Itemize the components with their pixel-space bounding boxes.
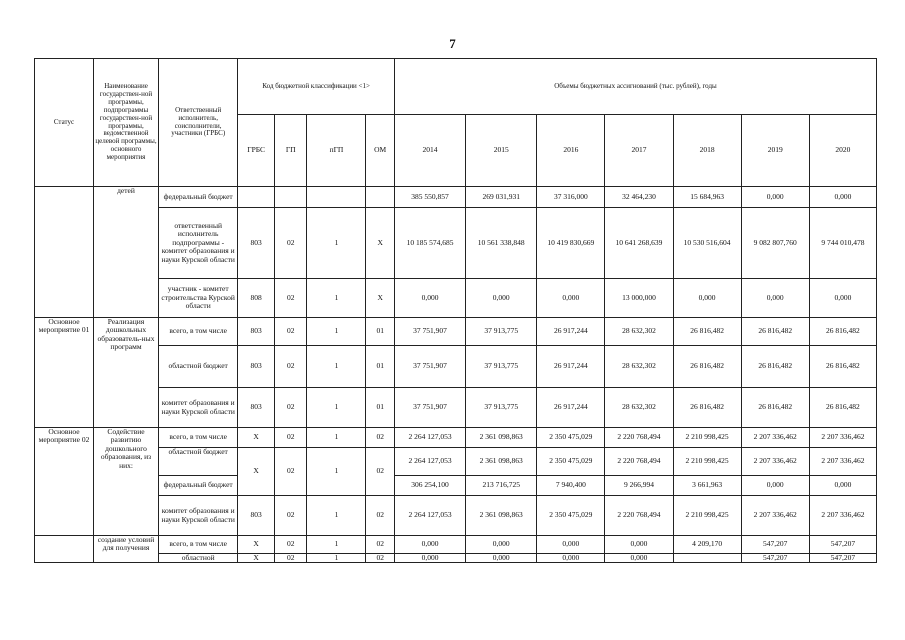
value-cell: 2 264 127,053 [394,448,465,476]
value-cell: 547,207 [809,554,876,563]
table-row [35,448,877,476]
header-year: 2019 [741,115,809,187]
value-cell: 28 632,302 [605,346,673,388]
value-cell: 547,207 [741,536,809,554]
executor-cell: комитет образования и науки Курской области [159,388,238,428]
value-cell: 2 361 098,863 [466,428,537,448]
pgp-cell: 1 [307,346,366,388]
value-cell: 26 816,482 [741,318,809,346]
grbs-cell [238,187,275,208]
budget-table [34,58,877,563]
pgp-cell: 1 [307,318,366,346]
value-cell: 2 350 475,029 [537,448,605,476]
status-cell: Основное мероприятие 01 [35,318,94,428]
gp-cell: 02 [274,536,307,554]
value-cell: 2 207 336,462 [741,428,809,448]
om-cell [366,187,395,208]
value-cell: 0,000 [394,279,465,318]
executor-cell: участник - комитет строительства Курской области [159,279,238,318]
status-cell [35,187,94,318]
executor-cell: областной бюджет [159,346,238,388]
name-cell: Содействие развитию дошкольного образования, из них: [93,428,158,536]
value-cell: 37 751,907 [394,346,465,388]
pgp-cell: 1 [307,208,366,279]
pgp-cell [307,187,366,208]
executor-cell: всего, в том числе [159,428,238,448]
header-code-group: Код бюджетной классификации <1> [238,59,395,115]
table-row [35,388,877,428]
grbs-cell: 803 [238,346,275,388]
executor-cell: ответственный исполнитель подпрограммы - комитет образования и науки Курской области [159,208,238,279]
table-row [35,318,877,346]
value-cell: 32 464,230 [605,187,673,208]
gp-cell: 02 [274,318,307,346]
table-row [35,346,877,388]
om-cell: Х [366,279,395,318]
value-cell: 2 220 768,494 [605,448,673,476]
gp-cell: 02 [274,279,307,318]
status-cell: Основное мероприятие 02 [35,428,94,536]
gp-cell: 02 [274,554,307,563]
value-cell: 37 913,775 [466,388,537,428]
grbs-cell: Х [238,554,275,563]
value-cell: 26 816,482 [741,346,809,388]
value-cell: 13 000,000 [605,279,673,318]
table-row [35,208,877,279]
pgp-cell: 1 [307,554,366,563]
page-number: 7 [449,36,456,51]
pgp-cell: 1 [307,428,366,448]
value-cell: 10 561 338,848 [466,208,537,279]
value-cell: 4 209,170 [673,536,741,554]
value-cell [673,554,741,563]
value-cell: 2 207 336,462 [809,448,876,476]
header-year: 2015 [466,115,537,187]
header-executor: Ответственный исполнитель, соисполнители, участники (ГРБС) [159,59,238,187]
value-cell: 26 917,244 [537,346,605,388]
value-cell: 0,000 [537,554,605,563]
value-cell: 10 185 574,685 [394,208,465,279]
name-cell: создание условий для получения [93,536,158,563]
grbs-cell: Х [238,428,275,448]
gp-cell: 02 [274,428,307,448]
value-cell: 2 207 336,462 [809,496,876,536]
value-cell: 28 632,302 [605,318,673,346]
value-cell: 9 082 807,760 [741,208,809,279]
header-name: Наименование государствен-ной программы, подпрограммы государствен-ной программы, ведомственной целевой программы, основного мероприятия [93,59,158,187]
value-cell: 0,000 [605,536,673,554]
header-row-1 [35,59,877,115]
executor-cell: комитет образования и науки Курской области [159,496,238,536]
value-cell: 2 264 127,053 [394,496,465,536]
value-cell: 2 361 098,863 [466,448,537,476]
om-cell: 02 [366,496,395,536]
value-cell: 2 220 768,494 [605,428,673,448]
header-year: 2018 [673,115,741,187]
value-cell: 2 207 336,462 [741,448,809,476]
name-cell: Реализация дошкольных образователь-ных программ [93,318,158,428]
value-cell: 28 632,302 [605,388,673,428]
value-cell: 0,000 [673,279,741,318]
pgp-cell: 1 [307,279,366,318]
value-cell: 26 816,482 [809,388,876,428]
value-cell: 10 419 830,669 [537,208,605,279]
executor-cell: областной бюджет [159,448,238,476]
value-cell: 0,000 [466,554,537,563]
header-volumes-group: Объемы бюджетных ассигнований (тыс. рублей), годы [394,59,876,115]
value-cell: 2 350 475,029 [537,496,605,536]
value-cell: 9 744 010,478 [809,208,876,279]
value-cell: 0,000 [741,187,809,208]
gp-cell [274,187,307,208]
grbs-cell: 803 [238,318,275,346]
table-row [35,476,877,496]
om-cell: Х [366,208,395,279]
header-grbs: ГРБС [238,115,275,187]
header-year: 2016 [537,115,605,187]
value-cell: 306 254,100 [394,476,465,496]
value-cell: 0,000 [605,554,673,563]
header-status: Статус [35,59,94,187]
value-cell: 213 716,725 [466,476,537,496]
value-cell: 2 210 998,425 [673,496,741,536]
value-cell: 26 816,482 [673,318,741,346]
name-cell: детей [93,187,158,318]
value-cell: 547,207 [809,536,876,554]
value-cell: 385 550,857 [394,187,465,208]
om-cell: 02 [366,554,395,563]
table-row [35,536,877,554]
value-cell: 0,000 [537,536,605,554]
value-cell: 10 641 268,639 [605,208,673,279]
value-cell: 2 361 098,863 [466,496,537,536]
value-cell: 37 913,775 [466,346,537,388]
value-cell: 2 350 475,029 [537,428,605,448]
value-cell: 15 684,963 [673,187,741,208]
value-cell: 547,207 [741,554,809,563]
value-cell: 2 220 768,494 [605,496,673,536]
value-cell: 37 913,775 [466,318,537,346]
pgp-cell: 1 [307,448,366,496]
value-cell: 0,000 [741,476,809,496]
grbs-cell: 803 [238,208,275,279]
header-year: 2017 [605,115,673,187]
om-cell: 02 [366,428,395,448]
value-cell: 37 316,000 [537,187,605,208]
value-cell: 26 816,482 [809,346,876,388]
gp-cell: 02 [274,346,307,388]
om-cell: 02 [366,536,395,554]
value-cell: 2 210 998,425 [673,448,741,476]
pgp-cell: 1 [307,388,366,428]
om-cell: 01 [366,318,395,346]
value-cell: 26 816,482 [741,388,809,428]
value-cell: 269 031,931 [466,187,537,208]
value-cell: 2 210 998,425 [673,428,741,448]
value-cell: 3 661,963 [673,476,741,496]
value-cell: 0,000 [809,476,876,496]
om-cell: 01 [366,346,395,388]
value-cell: 2 207 336,462 [741,496,809,536]
gp-cell: 02 [274,496,307,536]
executor-cell: всего, в том числе [159,536,238,554]
table-row [35,496,877,536]
om-cell: 01 [366,388,395,428]
value-cell: 2 264 127,053 [394,428,465,448]
gp-cell: 02 [274,208,307,279]
table-row [35,187,877,208]
grbs-cell: 803 [238,496,275,536]
header-pgp: пГП [307,115,366,187]
grbs-cell: 803 [238,388,275,428]
value-cell: 26 816,482 [673,388,741,428]
header-gp: ГП [274,115,307,187]
header-year: 2014 [394,115,465,187]
value-cell: 37 751,907 [394,318,465,346]
executor-cell: федеральный бюджет [159,187,238,208]
pgp-cell: 1 [307,496,366,536]
status-cell [35,536,94,563]
grbs-cell: Х [238,536,275,554]
om-cell: 02 [366,448,395,496]
value-cell: 26 917,244 [537,318,605,346]
value-cell: 0,000 [809,187,876,208]
value-cell: 7 940,400 [537,476,605,496]
table-row [35,428,877,448]
value-cell: 0,000 [809,279,876,318]
value-cell: 2 207 336,462 [809,428,876,448]
value-cell: 9 266,994 [605,476,673,496]
value-cell: 0,000 [466,279,537,318]
value-cell: 26 816,482 [673,346,741,388]
value-cell: 0,000 [537,279,605,318]
table-row [35,279,877,318]
value-cell: 26 816,482 [809,318,876,346]
value-cell: 0,000 [394,536,465,554]
header-om: ОМ [366,115,395,187]
header-year: 2020 [809,115,876,187]
value-cell: 0,000 [394,554,465,563]
grbs-cell: Х [238,448,275,496]
executor-cell: областной [159,554,238,563]
executor-cell: всего, в том числе [159,318,238,346]
gp-cell: 02 [274,388,307,428]
executor-cell: федеральный бюджет [159,476,238,496]
gp-cell: 02 [274,448,307,496]
value-cell: 37 751,907 [394,388,465,428]
value-cell: 0,000 [466,536,537,554]
pgp-cell: 1 [307,536,366,554]
value-cell: 26 917,244 [537,388,605,428]
table-row [35,554,877,563]
value-cell: 10 530 516,604 [673,208,741,279]
grbs-cell: 808 [238,279,275,318]
value-cell: 0,000 [741,279,809,318]
